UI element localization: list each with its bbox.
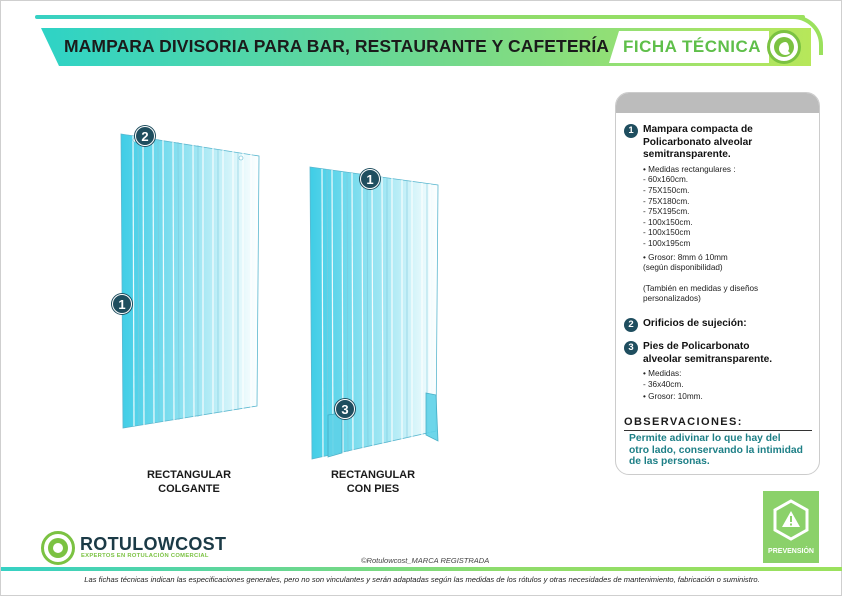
spec-line: - 60x160cm. — [643, 175, 689, 185]
spec-item-3-details — [643, 369, 816, 403]
spec-item-3-title-line1: Pies de Policarbonato — [643, 341, 750, 352]
caption-hanging-line2: COLGANTE — [158, 483, 220, 495]
spec-line: - 36x40cm. — [643, 379, 684, 389]
caption-standing — [313, 468, 433, 496]
specifications-card — [615, 92, 820, 475]
hanging-partition-drawing — [111, 126, 271, 436]
copyright-notice: ©Rotulowcost_MARCA REGISTRADA — [361, 556, 490, 565]
observations-divider — [624, 430, 812, 431]
caption-standing-line2: CON PIES — [346, 483, 400, 495]
spec-item-2 — [624, 318, 816, 331]
top-decorative-line — [35, 15, 805, 19]
footer-disclaimer: Las fichas técnicas indican las especificaciones generales, pero no son vinculantes y serán adaptadas según las medidas de los rótulos y otras necesidades de mantenimiento, fabricación o suministro. — [84, 575, 760, 584]
spec-line: - 100x150cm — [643, 228, 691, 238]
spec-item-1-title-line3: semitransparente. — [643, 149, 731, 161]
spec-item-2-number: 2 — [624, 318, 638, 332]
observations-title: OBSERVACIONES: — [624, 416, 743, 428]
spec-item-1-number: 1 — [624, 124, 638, 138]
spec-item-3-title-line2: alveolar semitransparente. — [643, 353, 773, 365]
spec-line: • Medidas: — [643, 369, 682, 379]
footer-decorative-line — [1, 567, 842, 571]
brand-name: ROTULOWCOST — [80, 534, 227, 554]
spec-line: (También en medidas y diseños — [643, 283, 759, 293]
spec-line: - 100x150cm. — [643, 217, 693, 227]
caption-hanging-line1: RECTANGULAR — [146, 469, 232, 481]
marker-standing-3: 3 — [335, 399, 355, 419]
observations-line1: Permite adivinar lo que hay del — [629, 433, 781, 444]
foot-left — [328, 413, 342, 457]
spec-item-3-number: 3 — [624, 341, 638, 355]
foot-right — [426, 393, 438, 441]
spec-line: (según disponibilidad) — [643, 263, 723, 273]
observations-text — [629, 433, 817, 468]
observations-line2: otro lado, conservando la intimidad — [629, 444, 803, 456]
spec-item-1-title — [643, 124, 816, 162]
spec-item-1 — [624, 124, 816, 305]
page-title: MAMPARA DIVISORIA PARA BAR, RESTAURANTE Y CAFETERÍA — [64, 36, 610, 56]
brand-logo-icon — [41, 531, 75, 565]
rotulowcost-logo-icon — [767, 30, 801, 64]
section-label: FICHA TÉCNICA — [623, 37, 762, 56]
spec-line: - 75X180cm. — [643, 196, 690, 206]
marker-hanging-1: 1 — [112, 294, 132, 314]
spec-line: • Grosor: 8mm ó 10mm — [643, 252, 728, 262]
spec-line: personalizados) — [643, 294, 701, 304]
spec-item-1-details — [643, 165, 816, 305]
spec-line — [643, 274, 816, 284]
marker-hanging-2: 2 — [135, 126, 155, 146]
prevention-label: PREVENSIÓN — [768, 548, 814, 555]
spec-line: - 75X195cm. — [643, 207, 690, 217]
mounting-hole-right — [239, 156, 243, 160]
spec-line: • Grosor: 10mm. — [643, 392, 703, 402]
spec-item-2-title: Orificios de sujeción: — [643, 318, 747, 329]
spec-item-1-title-line2: Policarbonato alveolar — [643, 136, 753, 148]
spec-item-1-title-line1: Mampara compacta de — [643, 124, 753, 135]
warning-icon — [773, 499, 809, 543]
prevention-badge — [763, 491, 819, 563]
spec-line: - 100x195cm — [643, 238, 691, 248]
spec-item-3 — [624, 341, 816, 403]
card-header-bar — [616, 93, 819, 113]
spec-item-3-title — [643, 341, 816, 366]
caption-standing-line1: RECTANGULAR — [330, 469, 416, 481]
brand-tagline: EXPERTOS EN ROTULACIÓN COMERCIAL — [81, 553, 209, 559]
spec-line: • Medidas rectangulares : — [643, 164, 736, 174]
spec-line: - 75X150cm. — [643, 185, 690, 195]
caption-hanging — [129, 468, 249, 496]
standing-partition-drawing — [306, 163, 451, 463]
marker-standing-1: 1 — [360, 169, 380, 189]
observations-line3: de las personas. — [629, 456, 710, 467]
